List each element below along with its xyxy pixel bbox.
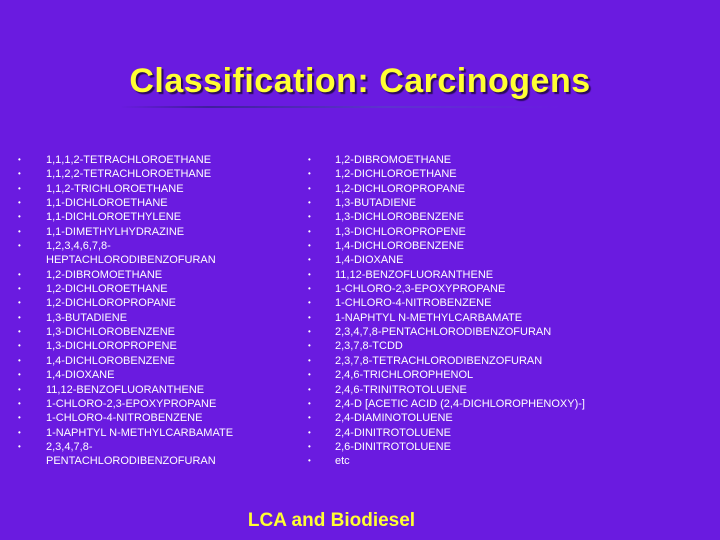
bullet-icon: • bbox=[308, 413, 311, 423]
item-text: 11,12-BENZOFLUORANTHENE bbox=[335, 268, 494, 281]
bullet-icon: • bbox=[18, 169, 21, 179]
right-list-item bbox=[308, 153, 635, 167]
left-list-item bbox=[18, 339, 306, 353]
right-list-item bbox=[308, 339, 635, 353]
left-list-item bbox=[18, 196, 306, 210]
bullet-icon: • bbox=[308, 298, 311, 308]
left-list-item bbox=[18, 426, 306, 440]
bullet-icon: • bbox=[18, 384, 21, 394]
right-list-item bbox=[308, 182, 635, 196]
bullet-icon: • bbox=[18, 198, 21, 208]
item-text: 2,3,7,8-TCDD bbox=[335, 340, 403, 353]
item-text: 2,4-D [ACETIC ACID (2,4-DICHLOROPHENOXY)-] bbox=[335, 397, 585, 410]
bullet-icon: • bbox=[18, 427, 21, 437]
bullet-icon: • bbox=[308, 212, 311, 222]
left-list-item bbox=[18, 397, 306, 411]
right-list-item bbox=[308, 311, 635, 325]
bullet-icon: • bbox=[18, 370, 21, 380]
item-text: 1,1,1,2-TETRACHLOROETHANE bbox=[46, 154, 212, 166]
bullet-icon: • bbox=[308, 226, 311, 236]
right-list-item bbox=[308, 296, 635, 310]
item-text: 1,3-DICHLOROBENZENE bbox=[46, 326, 175, 339]
bullet-icon: • bbox=[18, 441, 21, 451]
bullet-icon: • bbox=[308, 441, 311, 451]
right-list-item bbox=[308, 354, 635, 368]
bullet-icon: • bbox=[18, 226, 21, 236]
item-text: 11,12-BENZOFLUORANTHENE bbox=[46, 383, 205, 396]
left-list-item bbox=[18, 411, 306, 425]
bullet-icon: • bbox=[308, 183, 311, 193]
item-text: 1,1-DICHLOROETHYLENE bbox=[46, 211, 182, 224]
item-text: 1-CHLORO-2,3-EPOXYPROPANE bbox=[46, 397, 217, 410]
item-text: 2,6-DINITROTOLUENE bbox=[335, 440, 451, 453]
item-text: 1,2,3,4,6,7,8- HEPTACHLORODIBENZOFURAN bbox=[46, 240, 216, 267]
bullet-icon: • bbox=[18, 327, 21, 337]
right-list-item bbox=[308, 167, 635, 181]
item-text: 1-CHLORO-4-NITROBENZENE bbox=[46, 412, 203, 425]
slide-footer: LCA and Biodiesel bbox=[247, 510, 416, 531]
item-text: 1,3-DICHLOROPROPENE bbox=[46, 340, 177, 353]
bullet-icon: • bbox=[308, 241, 311, 251]
title-underline bbox=[120, 106, 560, 108]
bullet-icon: • bbox=[308, 370, 311, 380]
bullet-icon: • bbox=[308, 312, 311, 322]
item-text: 1,2-DIBROMOETHANE bbox=[335, 154, 452, 166]
item-text: 1,1-DICHLOROETHANE bbox=[46, 197, 168, 210]
bullet-icon: • bbox=[18, 155, 21, 164]
right-list-item bbox=[308, 325, 635, 339]
left-carcinogen-list bbox=[18, 153, 306, 469]
left-list-item bbox=[18, 153, 306, 167]
item-text: 1-NAPHTYL N-METHYLCARBAMATE bbox=[335, 311, 523, 324]
bullet-icon: • bbox=[308, 284, 311, 294]
right-list-item bbox=[308, 225, 635, 239]
bullet-icon: • bbox=[18, 183, 21, 193]
left-list-item bbox=[18, 182, 306, 196]
bullet-icon: • bbox=[308, 341, 311, 351]
item-text: 1,4-DIOXANE bbox=[46, 369, 115, 382]
right-list-item bbox=[308, 426, 635, 440]
right-list-item bbox=[308, 411, 635, 425]
bullet-icon: • bbox=[18, 241, 21, 251]
item-text: 1-CHLORO-2,3-EPOXYPROPANE bbox=[335, 283, 506, 296]
left-list-item bbox=[18, 239, 306, 268]
bullet-icon: • bbox=[18, 355, 21, 365]
bullet-icon: • bbox=[308, 427, 311, 437]
left-list-item bbox=[18, 383, 306, 397]
item-text: 2,4-DINITROTOLUENE bbox=[335, 426, 451, 439]
item-text: 1-CHLORO-4-NITROBENZENE bbox=[335, 297, 492, 310]
right-list-item bbox=[308, 383, 635, 397]
item-text: 1,3-DICHLOROBENZENE bbox=[335, 211, 464, 224]
item-text: 1,4-DIOXANE bbox=[335, 254, 404, 267]
item-text: etc bbox=[335, 455, 350, 468]
right-list-item bbox=[308, 196, 635, 210]
bullet-icon: • bbox=[18, 269, 21, 279]
item-text: 1,1-DIMETHYLHYDRAZINE bbox=[46, 225, 185, 238]
right-list-item bbox=[308, 368, 635, 382]
item-text: 1,3-BUTADIENE bbox=[46, 311, 128, 324]
right-list-item bbox=[308, 454, 635, 468]
bullet-icon: • bbox=[308, 169, 311, 179]
bullet-icon: • bbox=[18, 398, 21, 408]
item-text: 1,3-DICHLOROPROPENE bbox=[335, 225, 466, 238]
left-list-item bbox=[18, 311, 306, 325]
item-text: 1,2-DICHLOROPROPANE bbox=[335, 182, 465, 195]
left-list-item bbox=[18, 210, 306, 224]
right-carcinogen-list bbox=[308, 153, 635, 469]
left-list-item bbox=[18, 296, 306, 310]
item-text: 1,1,2-TRICHLOROETHANE bbox=[46, 182, 184, 195]
bullet-icon: • bbox=[18, 298, 21, 308]
right-list-item bbox=[308, 239, 635, 253]
bullet-icon: • bbox=[308, 384, 311, 394]
item-text: 2,4,6-TRINITROTOLUENE bbox=[335, 383, 467, 396]
left-list-item bbox=[18, 368, 306, 382]
bullet-icon: • bbox=[308, 327, 311, 337]
left-list-item bbox=[18, 282, 306, 296]
item-text: 1,1,2,2-TETRACHLOROETHANE bbox=[46, 168, 212, 181]
bullet-icon: • bbox=[18, 312, 21, 322]
left-list-item bbox=[18, 354, 306, 368]
right-list-item bbox=[308, 210, 635, 224]
bullet-icon: • bbox=[308, 269, 311, 279]
left-list-item bbox=[18, 325, 306, 339]
item-text: 1,2-DICHLOROPROPANE bbox=[46, 297, 176, 310]
item-text: 1,4-DICHLOROBENZENE bbox=[46, 354, 175, 367]
slide-title: Classification: Carcinogens bbox=[129, 62, 591, 100]
right-list-item bbox=[308, 282, 635, 296]
left-list-item bbox=[18, 440, 306, 469]
item-text: 1,4-DICHLOROBENZENE bbox=[335, 240, 464, 253]
item-text: 2,4-DIAMINOTOLUENE bbox=[335, 412, 453, 425]
item-text: 2,3,4,7,8- PENTACHLORODIBENZOFURAN bbox=[46, 440, 216, 468]
bullet-icon: • bbox=[308, 198, 311, 208]
right-list-item bbox=[308, 253, 635, 267]
item-text: 1,2-DIBROMOETHANE bbox=[46, 268, 163, 281]
item-text: 1-NAPHTYL N-METHYLCARBAMATE bbox=[46, 426, 234, 439]
left-list-item bbox=[18, 268, 306, 282]
bullet-icon: • bbox=[18, 413, 21, 423]
item-text: 2,3,4,7,8-PENTACHLORODIBENZOFURAN bbox=[335, 326, 552, 339]
item-text: 1,2-DICHLOROETHANE bbox=[335, 168, 457, 181]
item-text: 2,3,7,8-TETRACHLORODIBENZOFURAN bbox=[335, 354, 543, 367]
bullet-icon: • bbox=[18, 212, 21, 222]
item-text: 1,3-BUTADIENE bbox=[335, 197, 417, 210]
left-list-item bbox=[18, 167, 306, 181]
bullet-icon: • bbox=[308, 155, 311, 164]
left-list-item bbox=[18, 225, 306, 239]
item-text: 1,2-DICHLOROETHANE bbox=[46, 283, 168, 296]
right-list-item bbox=[308, 440, 635, 454]
bullet-icon: • bbox=[308, 355, 311, 365]
right-list-item bbox=[308, 397, 635, 411]
bullet-icon: • bbox=[18, 341, 21, 351]
bullet-icon: • bbox=[308, 456, 311, 466]
item-text: 2,4,6-TRICHLOROPHENOL bbox=[335, 369, 474, 382]
bullet-icon: • bbox=[308, 255, 311, 265]
right-list-item bbox=[308, 268, 635, 282]
bullet-icon: • bbox=[18, 284, 21, 294]
bullet-icon: • bbox=[308, 398, 311, 408]
